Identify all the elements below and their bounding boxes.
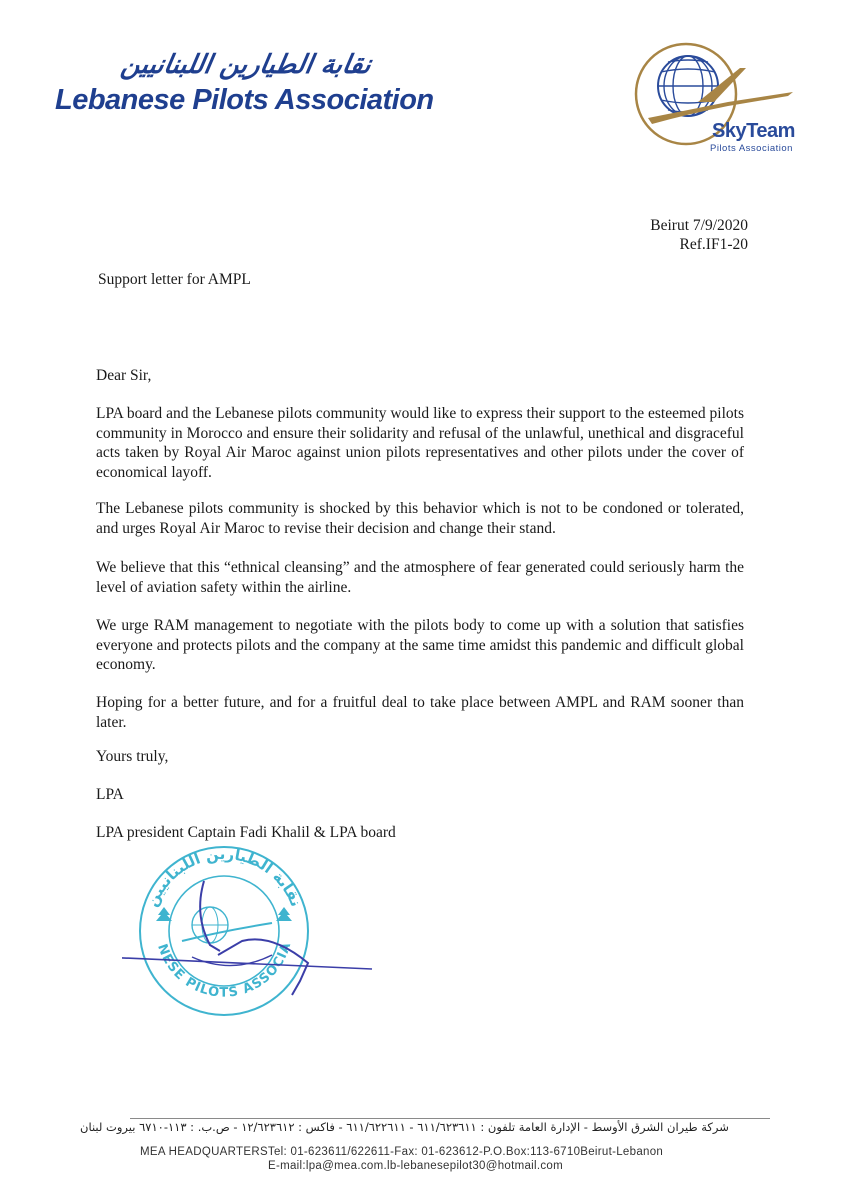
- paragraph-belief: We believe that this “ethnical cleansing” and the atmosphere of fear generated could seriously harm the level of aviation safety within the airline.: [96, 559, 744, 596]
- stamp-seal-icon: [122, 845, 392, 1025]
- paragraph-shocked: The Lebanese pilots community is shocked by this behavior which is not to be condoned or tolerated, and urges Royal Air Maroc to revise their decision and change their stand.: [96, 500, 744, 537]
- paragraph-hope: Hoping for a better future, and for a fruitful deal to take place between AMPL and RAM sooner than later.: [96, 694, 744, 731]
- paragraph-support: LPA board and the Lebanese pilots community would like to express their support to the esteemed pilots community in Morocco and ensure their solidarity and refusal of the unlawful, unethical and disgraceful acts taken by Royal Air Maroc against union pilots representatives and other pilots under the cover of economical layoff.: [96, 405, 744, 481]
- association-stamp: [122, 845, 392, 1025]
- footer-email: E-mail:lpa@mea.com.lb-lebanesepilot30@hotmail.com: [268, 1160, 564, 1172]
- letter-meta: [650, 216, 748, 254]
- skyteam-subtitle: Pilots Association: [710, 143, 793, 154]
- lpa-name-english: Lebanese Pilots Association: [55, 84, 434, 116]
- footer-divider: [130, 1118, 770, 1119]
- closing: Yours truly,: [96, 748, 169, 765]
- letter-subject: Support letter for AMPL: [98, 271, 251, 288]
- lpa-logo: [55, 50, 435, 122]
- signatory-short: LPA: [96, 786, 124, 803]
- footer-arabic-address: شركة طيران الشرق الأوسط - الإدارة العامة تلفون : ٦١١/٦٢٣٦١١ - ٦١١/٦٢٢٦١١ - فاكس : ١٢/٦٢٣٦١٢ - ص.ب. : ١١٣-٦٧١٠ بيروت لبنان: [80, 1120, 729, 1134]
- salutation: Dear Sir,: [96, 367, 152, 384]
- signatory-full: LPA president Captain Fadi Khalil & LPA board: [96, 824, 396, 841]
- letter-date: Beirut 7/9/2020: [650, 217, 748, 234]
- skyteam-name: SkyTeam: [712, 120, 795, 142]
- svg-text:نقابة الطيارين اللبنانيين: نقابة الطيارين اللبنانيين: [142, 845, 306, 910]
- skyteam-logo: [628, 40, 808, 160]
- paragraph-urge: We urge RAM management to negotiate with the pilots body to come up with a solution that satisfies everyone and protects pilots and the company at the same time amidst this pandemic and difficult global economy.: [96, 617, 744, 673]
- letter-reference: Ref.IF1-20: [679, 236, 748, 253]
- svg-text:LEBANESE PILOTS ASSOCIATION: NESE PILOTS ASSOCIA: [154, 940, 295, 1001]
- lpa-name-arabic: نقابة الطيارين اللبنانيين: [118, 50, 374, 80]
- footer-address: MEA HEADQUARTERSTel: 01-623611/622611-Fax: 01-623612-P.O.Box:113-6710Beirut-Lebanon: [140, 1146, 664, 1158]
